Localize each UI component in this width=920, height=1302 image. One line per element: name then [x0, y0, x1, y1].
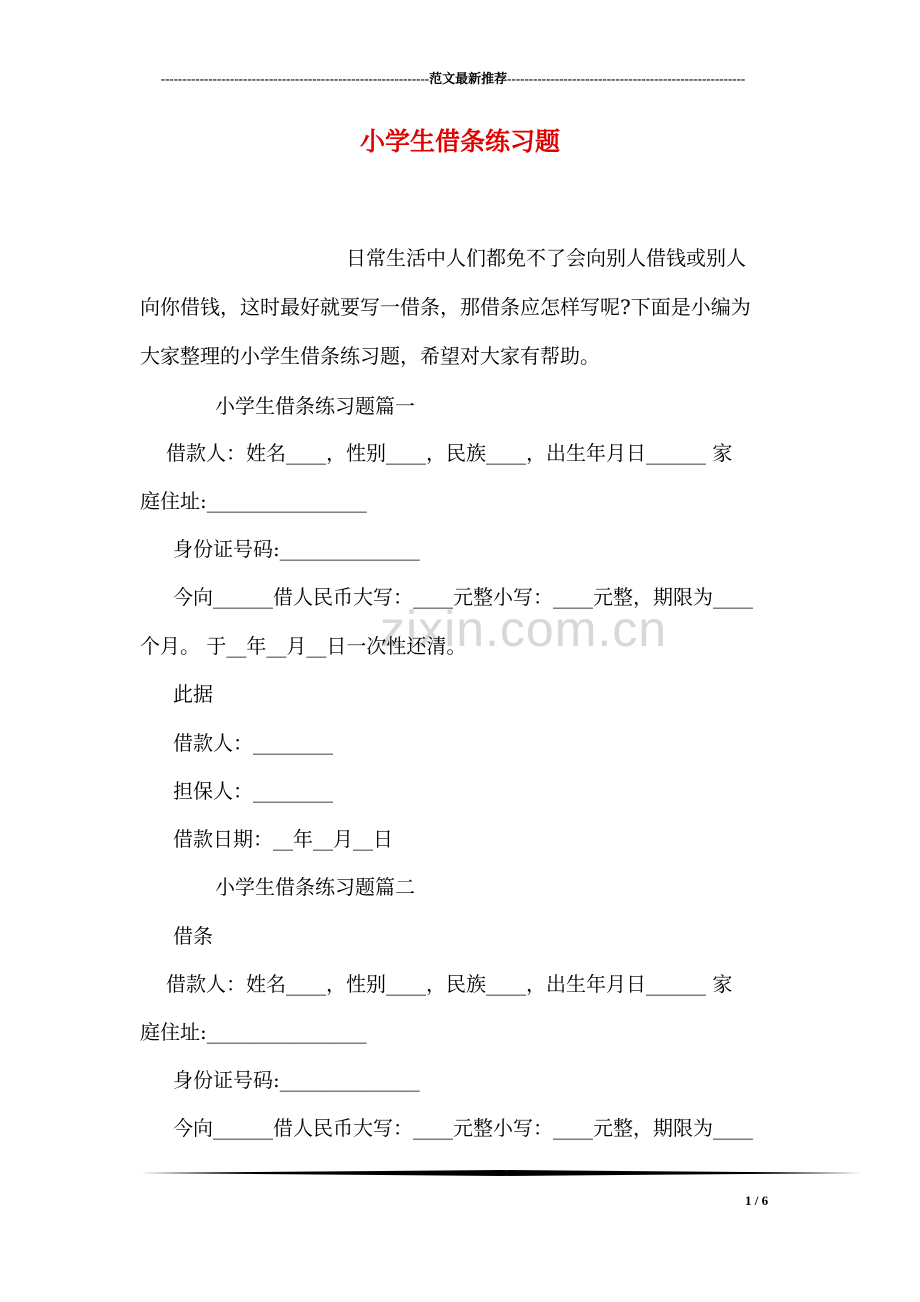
section2-label: 借条: [173, 924, 213, 948]
intro-line-1: 日常生活中人们都免不了会向别人借钱或别人: [346, 246, 746, 270]
section2-borrower-line: 借款人：姓名____，性别____，民族____，出生年月日______ 家: [166, 972, 733, 996]
page-header: [140, 68, 766, 87]
section1-proof: 此据: [173, 682, 213, 706]
section1-heading: 小学生借条练习题篇一: [215, 394, 415, 418]
footer-rule: [140, 1170, 862, 1176]
header-dashes-left: --------------------------------------------------------------: [160, 71, 430, 86]
section2-amount-line: 今向______借人民币大写：____元整小写：____元整，期限为____: [173, 1116, 753, 1140]
page-number: 1 / 6: [745, 1193, 769, 1208]
section1-date-line: 借款日期：__年__月__日: [173, 827, 393, 851]
section2-id-line: 身份证号码:______________: [173, 1068, 420, 1092]
section2-heading: 小学生借条练习题篇二: [215, 875, 415, 899]
section1-address-line: 庭住址:________________: [140, 489, 367, 513]
section1-repay-line: 个月。 于__年__月__日一次性还清。: [140, 634, 467, 658]
section1-amount-line: 今向______借人民币大写：____元整小写：____元整，期限为____: [173, 585, 753, 609]
section2-address-line: 庭住址:________________: [140, 1020, 367, 1044]
section1-guarantor-sign: 担保人：________: [173, 779, 333, 803]
intro-line-3: 大家整理的小学生借条练习题，希望对大家有帮助。: [140, 344, 600, 368]
section1-borrower-line: 借款人：姓名____，性别____，民族____，出生年月日______ 家: [166, 441, 733, 465]
header-label: 范文最新推荐: [429, 71, 508, 86]
section1-borrower-sign: 借款人：________: [173, 731, 333, 755]
intro-line-2: 向你借钱，这时最好就要写一借条，那借条应怎样写呢?下面是小编为: [140, 295, 751, 319]
header-dashes-right: -------------------------------------------------------: [507, 71, 746, 86]
watermark: zixin.com.cn: [380, 601, 668, 657]
document-title: 小学生借条练习题: [359, 127, 560, 156]
section1-id-line: 身份证号码:______________: [173, 537, 420, 561]
